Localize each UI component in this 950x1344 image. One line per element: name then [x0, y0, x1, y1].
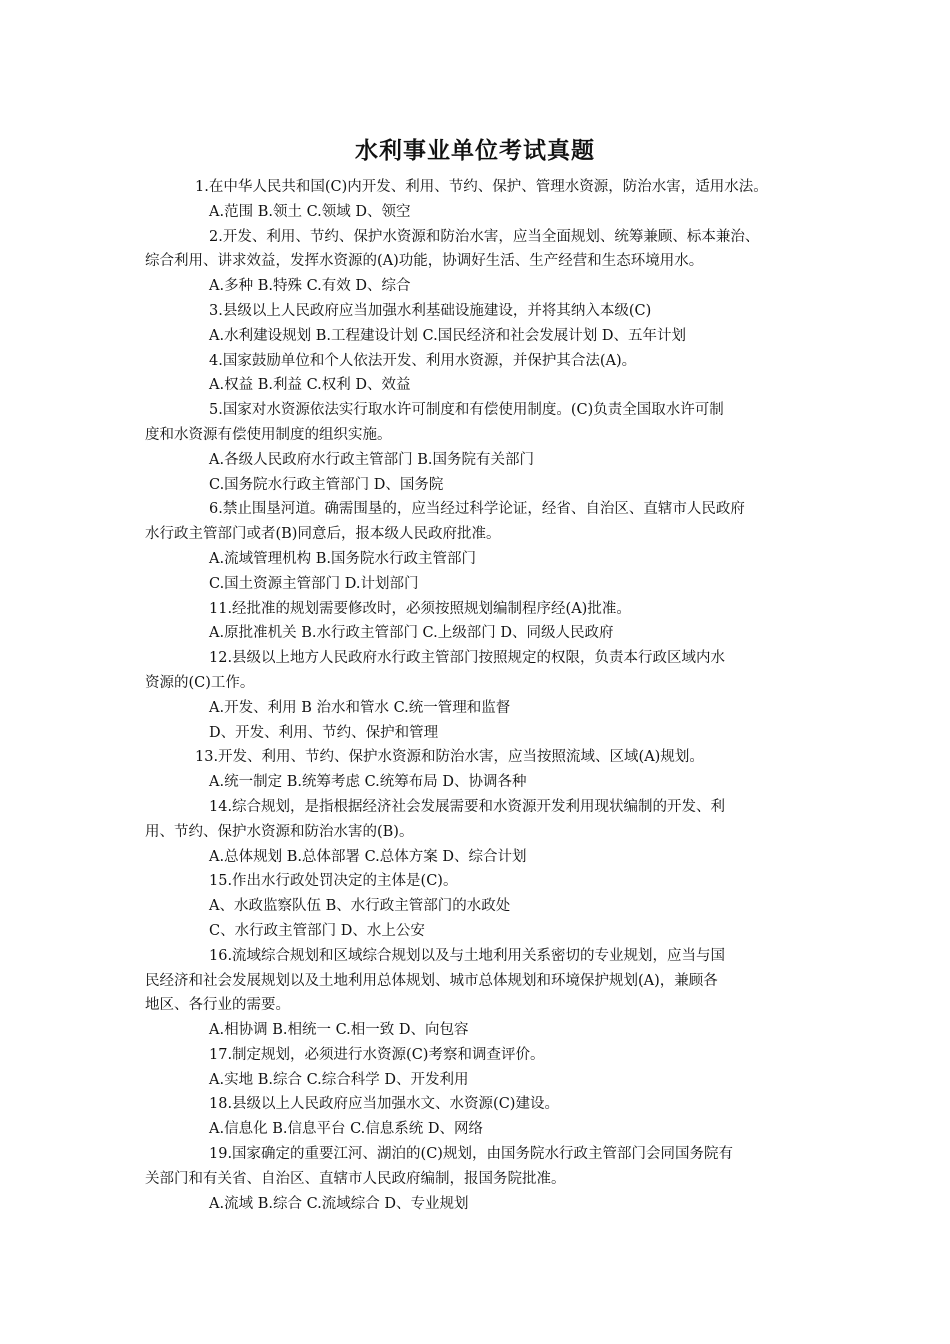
answer-options-line: A.各级人民政府水行政主管部门 B.国务院有关部门: [209, 451, 534, 468]
question-line: 4.国家鼓励单位和个人依法开发、利用水资源，并保护其合法(A)。: [209, 352, 637, 369]
answer-options-line: A.范围 B.领土 C.领域 D、领空: [209, 203, 411, 220]
answer-options-line: A.流域管理机构 B.国务院水行政主管部门: [209, 550, 476, 567]
question-continuation-line: 民经济和社会发展规划以及土地利用总体规划、城市总体规划和环境保护规划(A)，兼顾各: [145, 972, 718, 989]
question-continuation-line: 用、节约、保护水资源和防治水害的(B)。: [145, 823, 414, 840]
question-continuation-line: 关部门和有关省、自治区、直辖市人民政府编制，报国务院批准。: [145, 1170, 566, 1187]
question-line: 2.开发、利用、节约、保护水资源和防治水害，应当全面规划、统筹兼顾、标本兼治、: [209, 228, 760, 245]
answer-options-line: A.总体规划 B.总体部署 C.总体方案 D、综合计划: [209, 848, 527, 865]
answer-options-line: A.水利建设规划 B.工程建设计划 C.国民经济和社会发展计划 D、五年计划: [209, 327, 686, 344]
answer-options-line: A.原批准机关 B.水行政主管部门 C.上级部门 D、同级人民政府: [209, 625, 614, 642]
question-line: 1.在中华人民共和国(C)内开发、利用、节约、保护、管理水资源，防治水害，适用水法。: [195, 179, 768, 195]
answer-options-line: D、开发、利用、节约、保护和管理: [209, 724, 439, 741]
answer-options-line: A.实地 B.综合 C.综合科学 D、开发利用: [209, 1071, 469, 1088]
question-line: 14.综合规划，是指根据经济社会发展需要和水资源开发利用现状编制的开发、利: [209, 798, 726, 815]
question-line: 6.禁止围垦河道。确需围垦的，应当经过科学论证，经省、自治区、直辖市人民政府: [209, 501, 745, 518]
question-line: 12.县级以上地方人民政府水行政主管部门按照规定的权限，负责本行政区域内水: [209, 650, 726, 667]
question-line: 19.国家确定的重要江河、湖泊的(C)规划，由国务院水行政主管部门会同国务院有: [209, 1146, 733, 1163]
answer-options-line: A.统一制定 B.统筹考虑 C.统筹布局 D、协调各种: [209, 774, 527, 791]
question-line: 13.开发、利用、节约、保护水资源和防治水害，应当按照流域、区域(A)规划。: [195, 749, 704, 766]
question-continuation-line: 地区、各行业的需要。: [145, 997, 290, 1014]
question-continuation-line: 水行政主管部门或者(B)同意后，报本级人民政府批准。: [145, 526, 501, 543]
question-continuation-line: 资源的(C)工作。: [145, 674, 255, 691]
question-continuation-line: 综合利用、讲求效益，发挥水资源的(A)功能，协调好生活、生产经营和生态环境用水。: [145, 253, 704, 270]
answer-options-line: A.信息化 B.信息平台 C.信息系统 D、网络: [209, 1121, 483, 1138]
question-line: 17.制定规划，必须进行水资源(C)考察和调查评价。: [209, 1046, 545, 1063]
answer-options-line: A.相协调 B.相统一 C.相一致 D、向包容: [209, 1022, 469, 1039]
answer-options-line: A.开发、利用 B 治水和管水 C.统一管理和监督: [209, 699, 511, 716]
document-title: 水利事业单位考试真题: [355, 138, 595, 164]
answer-options-line: A.权益 B.利益 C.权利 D、效益: [209, 377, 411, 394]
question-line: 16.流域综合规划和区域综合规划以及与土地利用关系密切的专业规划，应当与国: [209, 947, 726, 964]
question-line: 5.国家对水资源依法实行取水许可制度和有偿使用制度。(C)负责全国取水许可制: [209, 402, 724, 419]
question-line: 15.作出水行政处罚决定的主体是(C)。: [209, 873, 458, 890]
question-line: 18.县级以上人民政府应当加强水文、水资源(C)建设。: [209, 1096, 559, 1113]
question-continuation-line: 度和水资源有偿使用制度的组织实施。: [145, 426, 392, 443]
answer-options-line: C.国土资源主管部门 D.计划部门: [209, 575, 419, 592]
answer-options-line: A.多种 B.特殊 C.有效 D、综合: [209, 278, 411, 295]
answer-options-line: A、水政监察队伍 B、水行政主管部门的水政处: [209, 898, 511, 915]
question-line: 3.县级以上人民政府应当加强水利基础设施建设，并将其纳入本级(C): [209, 302, 652, 319]
document-body: [145, 175, 810, 1216]
answer-options-line: C、水行政主管部门 D、水上公安: [209, 922, 425, 939]
question-line: 11.经批准的规划需要修改时，必须按照规划编制程序经(A)批准。: [209, 600, 631, 617]
answer-options-line: C.国务院水行政主管部门 D、国务院: [209, 476, 444, 493]
answer-options-line: A.流域 B.综合 C.流域综合 D、专业规划: [209, 1195, 469, 1212]
